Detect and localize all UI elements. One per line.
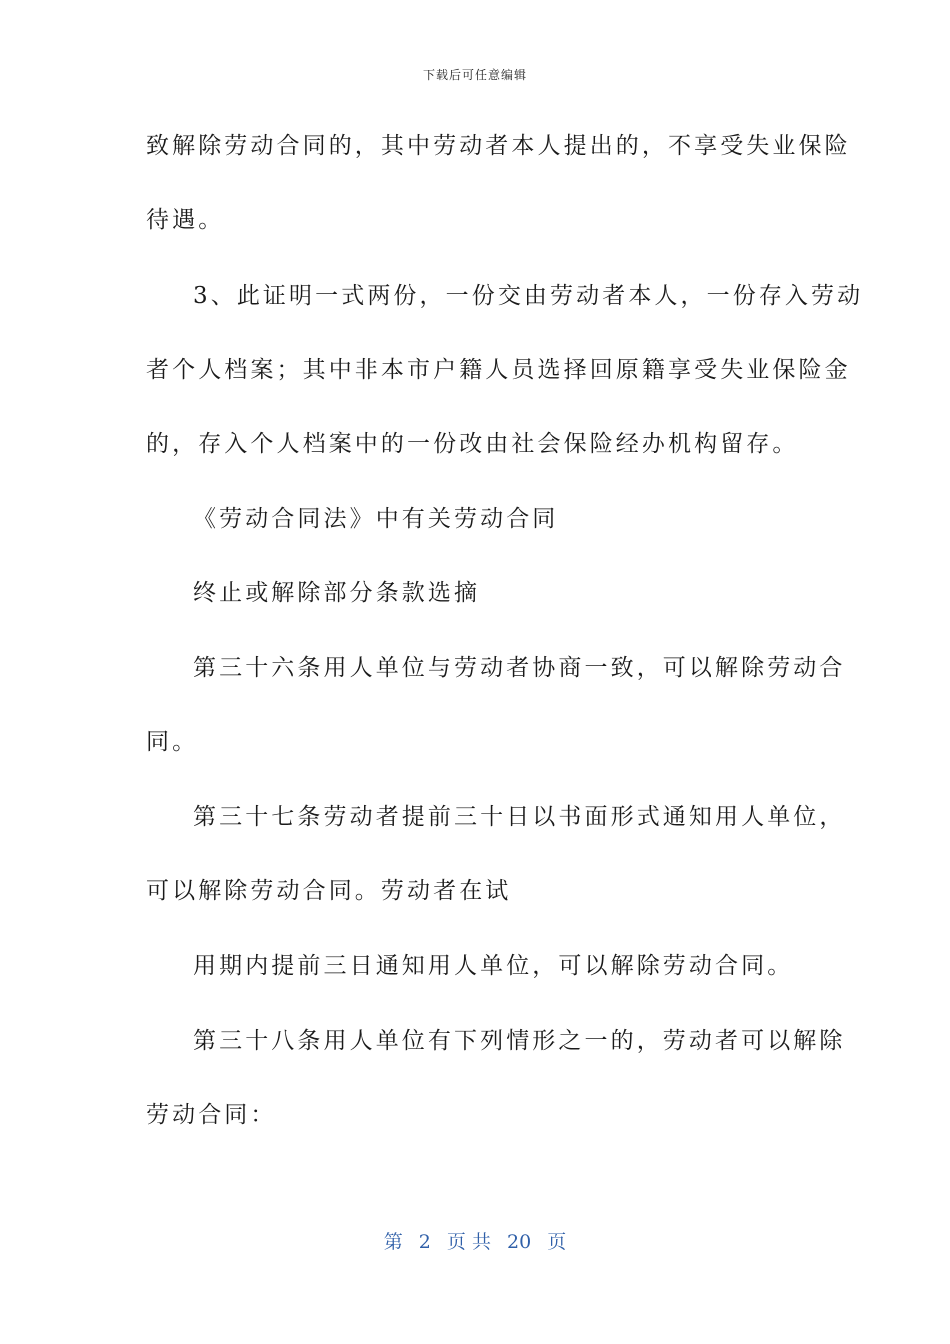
page-total: 20 — [507, 1231, 532, 1253]
body-line: 劳动合同： — [146, 1102, 277, 1128]
body-line: 可以解除劳动合同。劳动者在试 — [146, 878, 512, 904]
body-line: 用期内提前三日通知用人单位，可以解除劳动合同。 — [193, 953, 794, 979]
section-heading: 《劳动合同法》中有关劳动合同 — [193, 506, 559, 532]
body-line: 第三十八条用人单位有下列情形之一的，劳动者可以解除 — [193, 1028, 846, 1054]
body-line: 第三十七条劳动者提前三十日以书面形式通知用人单位， — [193, 804, 846, 830]
footer-middle: 页 共 — [446, 1231, 491, 1253]
page-footer — [0, 1227, 950, 1254]
body-line: 者个人档案；其中非本市户籍人员选择回原籍享受失业保险金 — [146, 357, 851, 383]
body-line: 第三十六条用人单位与劳动者协商一致，可以解除劳动合 — [193, 655, 846, 681]
header-note: 下载后可任意编辑 — [422, 68, 527, 82]
body-line: 的，存入个人档案中的一份改由社会保险经办机构留存。 — [146, 431, 799, 457]
body-line: 致解除劳动合同的，其中劳动者本人提出的，不享受失业保险 — [146, 133, 851, 159]
body-line: 同。 — [146, 729, 199, 755]
footer-suffix: 页 — [547, 1231, 567, 1253]
body-line: 3、此证明一式两份，一份交由劳动者本人，一份存入劳动 — [193, 283, 864, 309]
body-line: 待遇。 — [146, 207, 225, 233]
page-number: 2 — [418, 1231, 431, 1253]
footer-prefix: 第 — [383, 1231, 403, 1253]
section-heading: 终止或解除部分条款选摘 — [193, 580, 481, 606]
